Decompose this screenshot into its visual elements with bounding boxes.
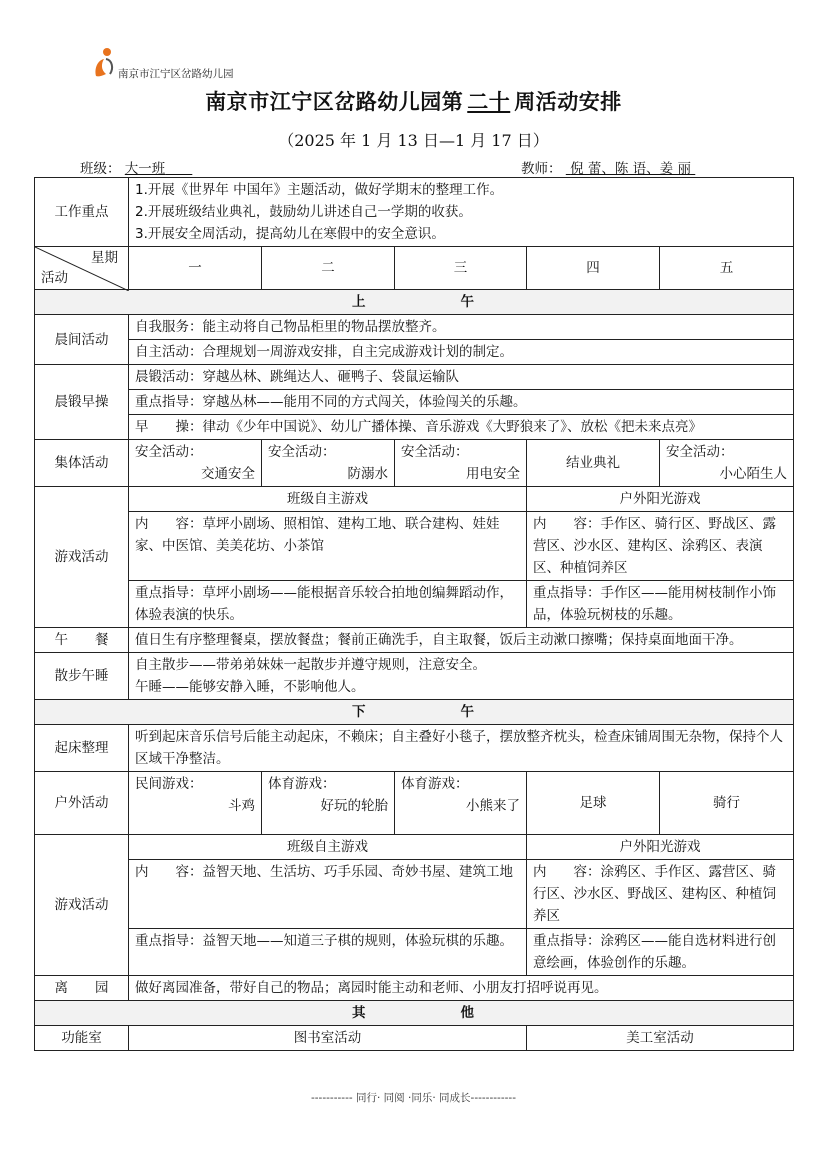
outdoor-game-focus: 重点指导：手作区——能用树枝制作小饰品，体验玩树枝的乐趣。 [527,581,794,628]
logo-text: 南京市江宁区岔路幼儿园 [118,68,234,80]
day-friday: 五 [660,247,794,290]
diagonal-header-cell [35,247,129,290]
section-morning: 上 午 [35,290,794,315]
teacher-label: 教师： [521,161,562,177]
outdoor-activity-label: 户外活动 [35,772,129,835]
outdoor-activity-cell: 足球 [527,772,660,835]
exercise-row: 晨锻活动：穿越丛林、跳绳达人、砸鸭子、袋鼠运输队 [129,365,794,390]
class-game-head: 班级自主游戏 [129,487,527,512]
outdoor-game-content: 内 容：手作区、骑行区、野战区、露营区、沙水区、建构区、涂鸦区、表演区、种植饲养区 [527,512,794,581]
class-info [80,157,192,177]
lunch-content: 值日生有序整理餐桌，摆放餐盘；餐前正确洗手，自主取餐，饭后主动漱口擦嘴；保持桌面地面干净。 [129,628,794,653]
week-number: 二十 [467,89,511,114]
day-monday: 一 [129,247,262,290]
pm-class-game-focus: 重点指导：益智天地——知道三子棋的规则，体验玩棋的乐趣。 [129,929,527,976]
leave-label: 离 园 [35,976,129,1001]
class-label: 班级： [80,161,121,177]
schedule-table [34,177,794,1051]
focus-item: 1.开展《世界年 中国年》主题活动，做好学期末的整理工作。 [135,182,504,198]
title-prefix: 南京市江宁区岔路幼儿园第 [205,89,464,114]
exercise-label: 晨锻早操 [35,365,129,440]
nap-content: 自主散步——带弟弟妹妹一起散步并遵守规则，注意安全。 午睡——能够安静入睡，不影响他人。 [129,653,794,700]
morning-activity-label: 晨间活动 [35,315,129,365]
library-activity: 图书室活动 [129,1026,527,1051]
class-game-focus: 重点指导：草坪小剧场——能根据音乐较合拍地创编舞蹈动作，体验表演的快乐。 [129,581,527,628]
pm-outdoor-game-content: 内 容：涂鸦区、手作区、露营区、骑行区、沙水区、野战区、建构区、种植饲养区 [527,860,794,929]
corner-activity-label: 活动 [41,270,68,286]
weekday-header-row [35,247,794,290]
section-afternoon: 下 午 [35,700,794,725]
day-tuesday: 二 [262,247,395,290]
day-wednesday: 三 [395,247,527,290]
logo-icon [92,46,118,80]
morning-activity-row: 自主活动：合理规划一周游戏安排，自主完成游戏计划的制定。 [129,340,794,365]
outdoor-activity-cell: 民间游戏： 斗鸡 [129,772,262,835]
pm-outdoor-game-head: 户外阳光游戏 [527,835,794,860]
kindergarten-logo [92,46,252,80]
day-thursday: 四 [527,247,660,290]
outdoor-game-head: 户外阳光游戏 [527,487,794,512]
pm-outdoor-game-focus: 重点指导：涂鸦区——能自选材料进行创意绘画，体验创作的乐趣。 [527,929,794,976]
leave-content: 做好离园准备，带好自己的物品；离园时能主动和老师、小朋友打招呼说再见。 [129,976,794,1001]
function-room-label: 功能室 [35,1026,129,1051]
corner-weekday-label: 星期 [91,250,118,266]
class-game-content: 内 容：草坪小剧场、照相馆、建构工地、联合建构、娃娃家、中医馆、美美花坊、小茶馆 [129,512,527,581]
section-other: 其 他 [35,1001,794,1026]
nap-label: 散步午睡 [35,653,129,700]
teacher-value: 倪 蕾、陈 语、姜 丽 [570,161,691,177]
lunch-label: 午 餐 [35,628,129,653]
class-value: 大一班 [124,161,166,177]
art-room-activity: 美工室活动 [527,1026,794,1051]
wakeup-label: 起床整理 [35,725,129,772]
pm-class-game-content: 内 容：益智天地、生活坊、巧手乐园、奇妙书屋、建筑工地 [129,860,527,929]
exercise-row: 重点指导：穿越丛林——能用不同的方式闯关，体验闯关的乐趣。 [129,390,794,415]
group-activity-label: 集体活动 [35,440,129,487]
game-activity-label: 游戏活动 [35,487,129,628]
group-activity-cell: 结业典礼 [527,440,660,487]
focus-item: 3.开展安全周活动，提高幼儿在寒假中的安全意识。 [135,226,445,242]
focus-item: 2.开展班级结业典礼，鼓励幼儿讲述自己一学期的收获。 [135,204,472,220]
focus-content [129,178,794,247]
footer-slogan: ----------- 同行· 同阅 ·同乐· 同成长------------ [310,1092,516,1104]
wakeup-content: 听到起床音乐信号后能主动起床，不赖床；自主叠好小毯子，摆放整齐枕头，检查床铺周围无杂物，保持个人区域干净整洁。 [129,725,794,772]
exercise-row: 早 操：律动《少年中国说》、幼儿广播体操、音乐游戏《大野狼来了》、放松《把未来点亮》 [129,415,794,440]
outdoor-activity-cell: 骑行 [660,772,794,835]
pm-game-activity-label: 游戏活动 [35,835,129,976]
pm-class-game-head: 班级自主游戏 [129,835,527,860]
group-activity-cell: 安全活动： 小心陌生人 [660,440,794,487]
date-range: （2025 年 1 月 13 日—1 月 17 日） [278,131,549,150]
focus-label: 工作重点 [35,178,129,247]
outdoor-activity-cell: 体育游戏： 好玩的轮胎 [262,772,395,835]
group-activity-cell: 安全活动： 防溺水 [262,440,395,487]
group-activity-cell: 安全活动： 交通安全 [129,440,262,487]
page-title [0,86,827,116]
title-suffix: 周活动安排 [514,89,622,114]
morning-activity-row: 自我服务：能主动将自己物品柜里的物品摆放整齐。 [129,315,794,340]
outdoor-activity-cell: 体育游戏： 小熊来了 [395,772,527,835]
outdoor-activity-row [35,772,794,835]
focus-row [35,178,794,247]
group-activity-row [35,440,794,487]
group-activity-cell: 安全活动： 用电安全 [395,440,527,487]
teacher-info [521,157,695,177]
